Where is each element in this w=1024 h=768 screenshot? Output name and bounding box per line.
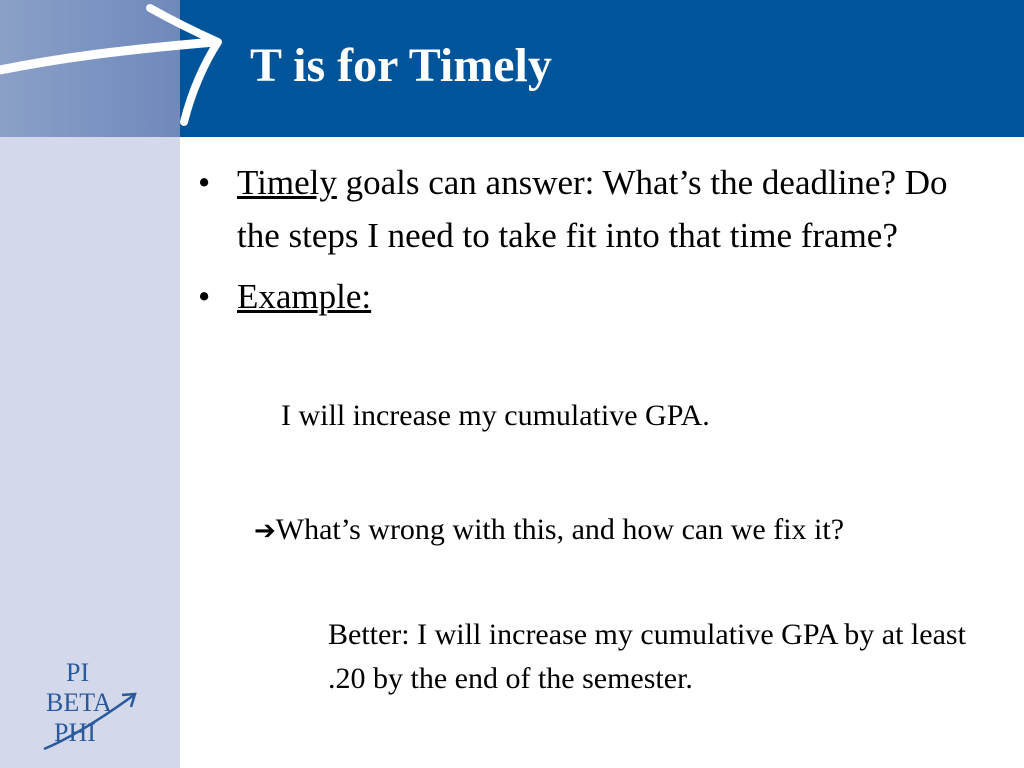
bullet-dot-icon: •: [198, 277, 211, 316]
better-goal: Better: I will increase my cumulative GPA by at least .20 by the end of the semester.: [328, 618, 966, 695]
logo-line-1: PI: [66, 658, 90, 687]
bullet-term: Example:: [237, 277, 372, 316]
example-goal: I will increase my cumulative GPA.: [281, 399, 710, 432]
logo-line-2: BETA: [46, 688, 112, 717]
slide-title: T is for Timely: [250, 39, 552, 92]
bullet-text: goals can answer: What’s the deadline? Do the steps I need to take fit into that time frame?: [237, 163, 948, 255]
bullet-item: [196, 156, 996, 262]
bullet-dot-icon: •: [198, 163, 211, 202]
slide-body: [196, 156, 996, 695]
question-text: What’s wrong with this, and how can we fix it?: [275, 513, 845, 546]
question-line: [254, 508, 964, 553]
bullet-item: [196, 270, 996, 323]
arrow-right-icon: ➔: [254, 516, 276, 546]
bullet-term: Timely: [237, 163, 337, 202]
logo-line-3: PHI: [54, 718, 96, 747]
pi-beta-phi-logo: [38, 655, 148, 755]
swoosh-arrow-icon: [0, 0, 260, 137]
